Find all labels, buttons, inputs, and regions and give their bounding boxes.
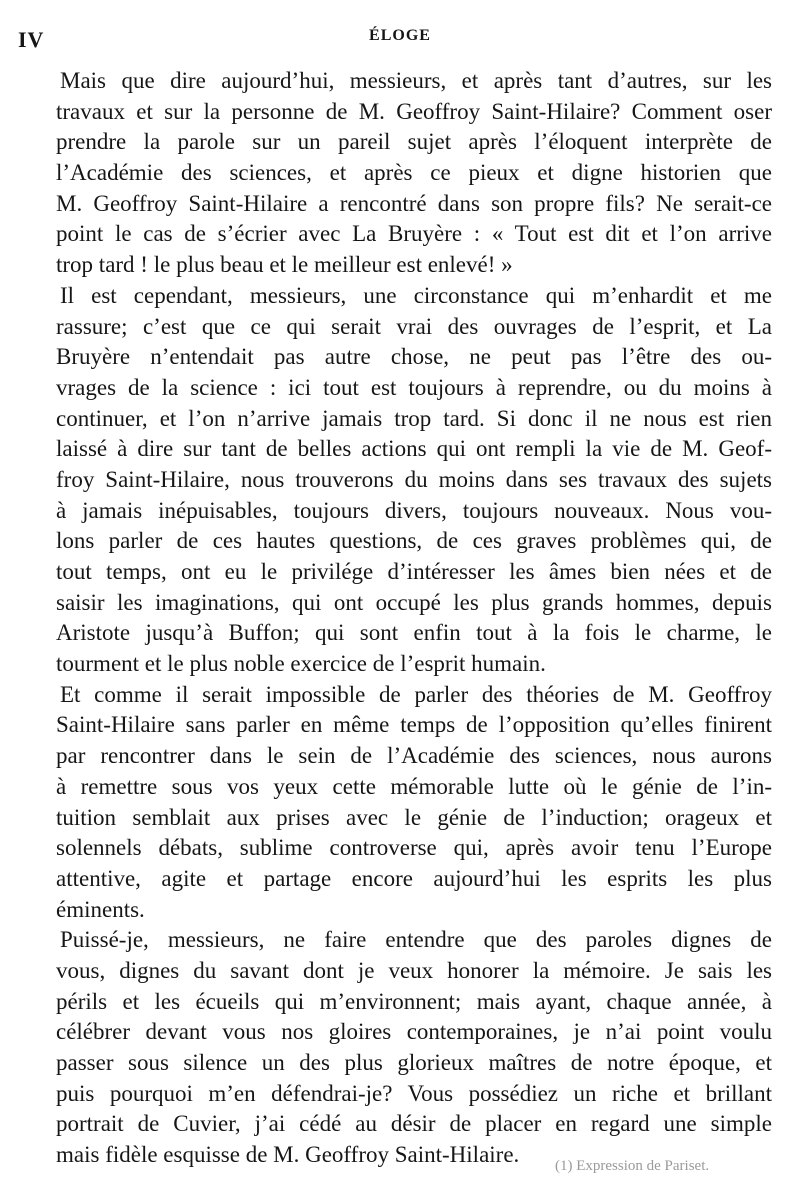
page-number: IV: [18, 27, 45, 52]
text-line: Mais que dire aujourd’hui, messieurs, et après tant d’autres, sur les: [60, 68, 772, 93]
text-line: portrait de Cuvier, j’ai cédé au désir de placer en regard une simple: [56, 1111, 772, 1137]
text-line: solennels débats, sublime controverse qui, après avoir tenu l’Europe: [56, 835, 772, 861]
body-text: [56, 66, 772, 1171]
text-line: point le cas de s’écrier avec La Bruyère : « Tout est dit et l’on arrive: [56, 221, 772, 247]
text-line: rassure; c’est que ce qui serait vrai des ouvrages de l’esprit, et La: [56, 313, 772, 339]
text-line: Saint-Hilaire sans parler en même temps de l’opposition qu’elles finirent: [56, 712, 772, 738]
text-line: froy Saint-Hilaire, nous trouverons du moins dans ses travaux des sujets: [56, 466, 772, 492]
text-line: par rencontrer dans le sein de l’Académie des sciences, nous aurons: [56, 743, 772, 769]
text-line: à jamais inépuisables, toujours divers, toujours nouveaux. Nous vou-: [56, 497, 772, 523]
running-title: ÉLOGE: [369, 27, 431, 44]
paragraph-4: [56, 925, 772, 1171]
paragraph-3: [56, 680, 772, 926]
text-line: éminents.: [56, 896, 145, 922]
text-line: tout temps, ont eu le privilége d’intéresser les âmes bien nées et de: [56, 559, 772, 584]
text-line: saisir les imaginations, qui ont occupé les plus grands hommes, depuis: [56, 589, 772, 615]
text-line: Et comme il serait impossible de parler des théories de M. Geoffroy: [60, 681, 772, 707]
text-line: prendre la parole sur un pareil sujet après l’éloquent interprète de: [56, 129, 772, 155]
text-line: attentive, agite et partage encore aujourd’hui les esprits les plus: [56, 865, 772, 891]
text-line: vrages de la science : ici tout est toujours à reprendre, ou du moins à: [56, 374, 772, 400]
text-line: vous, dignes du savant dont je veux honorer la mémoire. Je sais les: [56, 957, 772, 983]
paragraph-1: [56, 66, 772, 281]
text-line: continuer, et l’on n’arrive jamais trop tard. Si donc il ne nous est rien: [56, 405, 772, 431]
text-line: lons parler de ces hautes questions, de ces graves problèmes qui, de: [56, 528, 772, 554]
text-line: trop tard ! le plus beau et le meilleur est enlevé! »: [56, 252, 513, 278]
paragraph-2: [56, 281, 772, 680]
text-line: puis pourquoi m’en défendrai-je? Vous possédiez un riche et brillant: [56, 1080, 772, 1106]
text-line: Aristote jusqu’à Buffon; qui sont enfin tout à la fois le charme, le: [56, 620, 772, 646]
text-line: périls et les écueils qui m’environnent; mais ayant, chaque année, à: [56, 988, 772, 1014]
text-line: travaux et sur la personne de M. Geoffroy Saint-Hilaire? Comment oser: [56, 98, 772, 124]
text-line: à remettre sous vos yeux cette mémorable lutte où le génie de l’in-: [56, 773, 772, 799]
text-line: tuition semblait aux prises avec le génie de l’induction; orageux et: [56, 804, 772, 830]
text-line: M. Geoffroy Saint-Hilaire a rencontré dans son propre fils? Ne serait-ce: [56, 190, 772, 216]
text-line: tourment et le plus noble exercice de l’esprit humain.: [56, 651, 546, 677]
text-line: passer sous silence un des plus glorieux maîtres de notre époque, et: [56, 1050, 772, 1075]
text-line: Puissé-je, messieurs, ne faire entendre que des paroles dignes de: [60, 927, 772, 953]
bleed-through-footnote: (1) Expression de Pariset.: [555, 1158, 710, 1174]
text-line: Bruyère n’entendait pas autre chose, ne peut pas l’être des ou-: [56, 344, 772, 370]
text-line: mais fidèle esquisse de M. Geoffroy Saint-Hilaire.: [56, 1142, 520, 1168]
text-line: laissé à dire sur tant de belles actions qui ont rempli la vie de M. Geof-: [56, 436, 772, 462]
text-line: célébrer devant vous nos gloires contemporaines, je n’ai point voulu: [56, 1019, 772, 1045]
text-line: l’Académie des sciences, et après ce pieux et digne historien que: [56, 160, 772, 186]
text-line: Il est cependant, messieurs, une circonstance qui m’enhardit et me: [60, 282, 772, 308]
